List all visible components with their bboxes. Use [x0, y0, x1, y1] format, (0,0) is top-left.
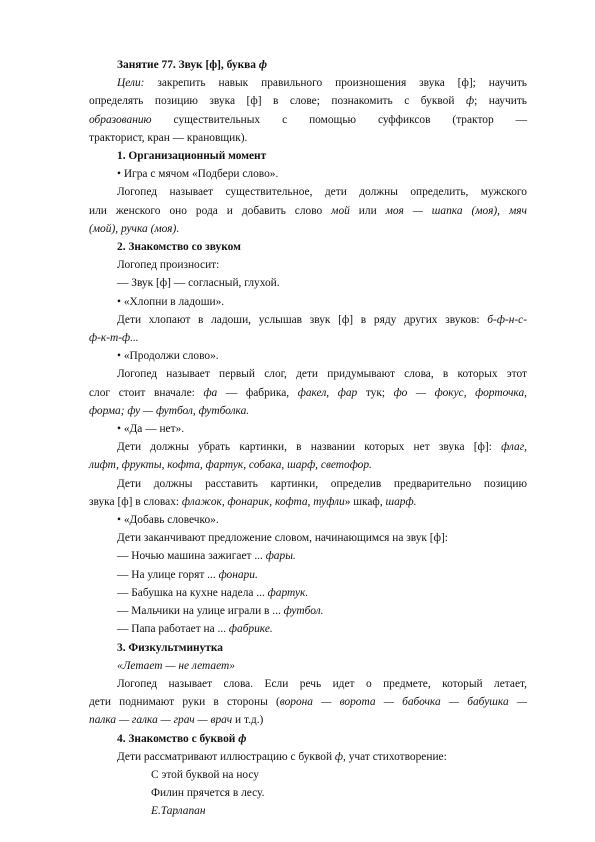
section-2-heading: 2. Знакомство со звуком: [117, 241, 241, 254]
clap-line-2: ф-к-т-ф...: [89, 332, 139, 345]
goals-line-4: тракторист, кран — крановщик).: [89, 131, 248, 144]
game-continue-word: • «Продолжи слово».: [117, 350, 219, 363]
goals-line-2: определять позицию звука [ф] в слове; познакомить с буквой ф; научить: [89, 95, 527, 108]
add-word-intro: Дети заканчивают предложение словом, начинающимся на звук [ф]:: [117, 532, 448, 545]
sentence-4: — Мальчики на улице играли в ... футбол.: [117, 605, 324, 618]
poem-line-1: С этой буквой на носу: [151, 768, 260, 781]
s4-line-1: Дети рассматривают иллюстрацию с буквой ф, учат стихотворение:: [117, 750, 447, 763]
s1-paragraph-line-1: Логопед называет существительное, дети должны определить, мужского: [117, 186, 527, 199]
document-page: [89, 56, 527, 821]
s3-line-2: дети поднимают руки в стороны (ворона — ворота — бабочка — бабушка —: [89, 696, 527, 709]
yes-no-line-2: лифт, фрукты, кофта, фартук, собака, шарф, светофор.: [89, 459, 372, 472]
sentence-5: — Папа работает на ... фабрике.: [117, 623, 273, 636]
yes-no-line-1: Дети должны убрать картинки, в названии которых нет звука [ф]: флаг,: [117, 441, 527, 454]
poem-line-2: Филин прячется в лесу.: [151, 787, 265, 800]
clap-line-1: Дети хлопают в ладоши, услышав звук [ф] в ряду других звуков: б-ф-н-с-: [117, 313, 527, 326]
section-1-heading: 1. Организационный момент: [117, 150, 267, 163]
game-clap: • «Хлопни в ладоши».: [117, 295, 225, 308]
sentence-2: — На улице горят ... фонари.: [117, 568, 258, 581]
continue-line-3: форма; фу — футбол, футболка.: [89, 404, 250, 417]
arrange-line-2: звука [ф] в словах: флажок, фонарик, кофта, туфли» шкаф, шарф.: [89, 495, 417, 508]
lesson-title: Занятие 77. Звук [ф], буква ф: [117, 59, 267, 71]
s2-line-1: Логопед произносит:: [117, 259, 220, 272]
continue-line-2: слог стоит вначале: фа — фабрика, факел, фар тук; фо — фокус, форточка,: [89, 386, 527, 399]
game-ball: • Игра с мячом «Подбери слово».: [117, 168, 279, 181]
letter-f: ф: [258, 59, 267, 71]
s3-line-1: Логопед называет слова. Если речь идет о предмете, который летает,: [117, 677, 527, 690]
arrange-line-1: Дети должны расставить картинки, определив предварительно позицию: [117, 477, 527, 490]
s1-paragraph-line-2: или женского оно рода и добавить слово мой или моя — шапка (моя), мяч: [89, 204, 527, 217]
s1-paragraph-line-3: (мой), ручка (моя).: [89, 222, 180, 235]
goals-line-1: Цели: закрепить навык правильного произношения звука [ф]; научить: [117, 77, 527, 90]
goals-line-3: образованию существительных с помощью суффиксов (трактор —: [89, 113, 527, 126]
game-add-word: • «Добавь словечко».: [117, 514, 219, 527]
game-flies: «Летает — не летает»: [117, 659, 235, 672]
goals-label: Цели:: [117, 77, 145, 90]
game-yes-no: • «Да — нет».: [117, 423, 185, 436]
sentence-1: — Ночью машина зажигает ... фары.: [117, 550, 296, 563]
sentence-3: — Бабушка на кухне надела ... фартук.: [117, 586, 309, 599]
s3-line-3: палка — галка — грач — врач и т.д.): [89, 714, 264, 727]
section-3-heading: 3. Физкультминутка: [117, 641, 223, 654]
continue-line-1: Логопед называет первый слог, дети придумывают слова, в которых этот: [117, 368, 527, 381]
s2-line-2: — Звук [ф] — согласный, глухой.: [117, 277, 280, 290]
section-4-heading: 4. Знакомство с буквой ф: [117, 732, 247, 745]
poem-author: Е.Тарлапан: [151, 805, 206, 818]
